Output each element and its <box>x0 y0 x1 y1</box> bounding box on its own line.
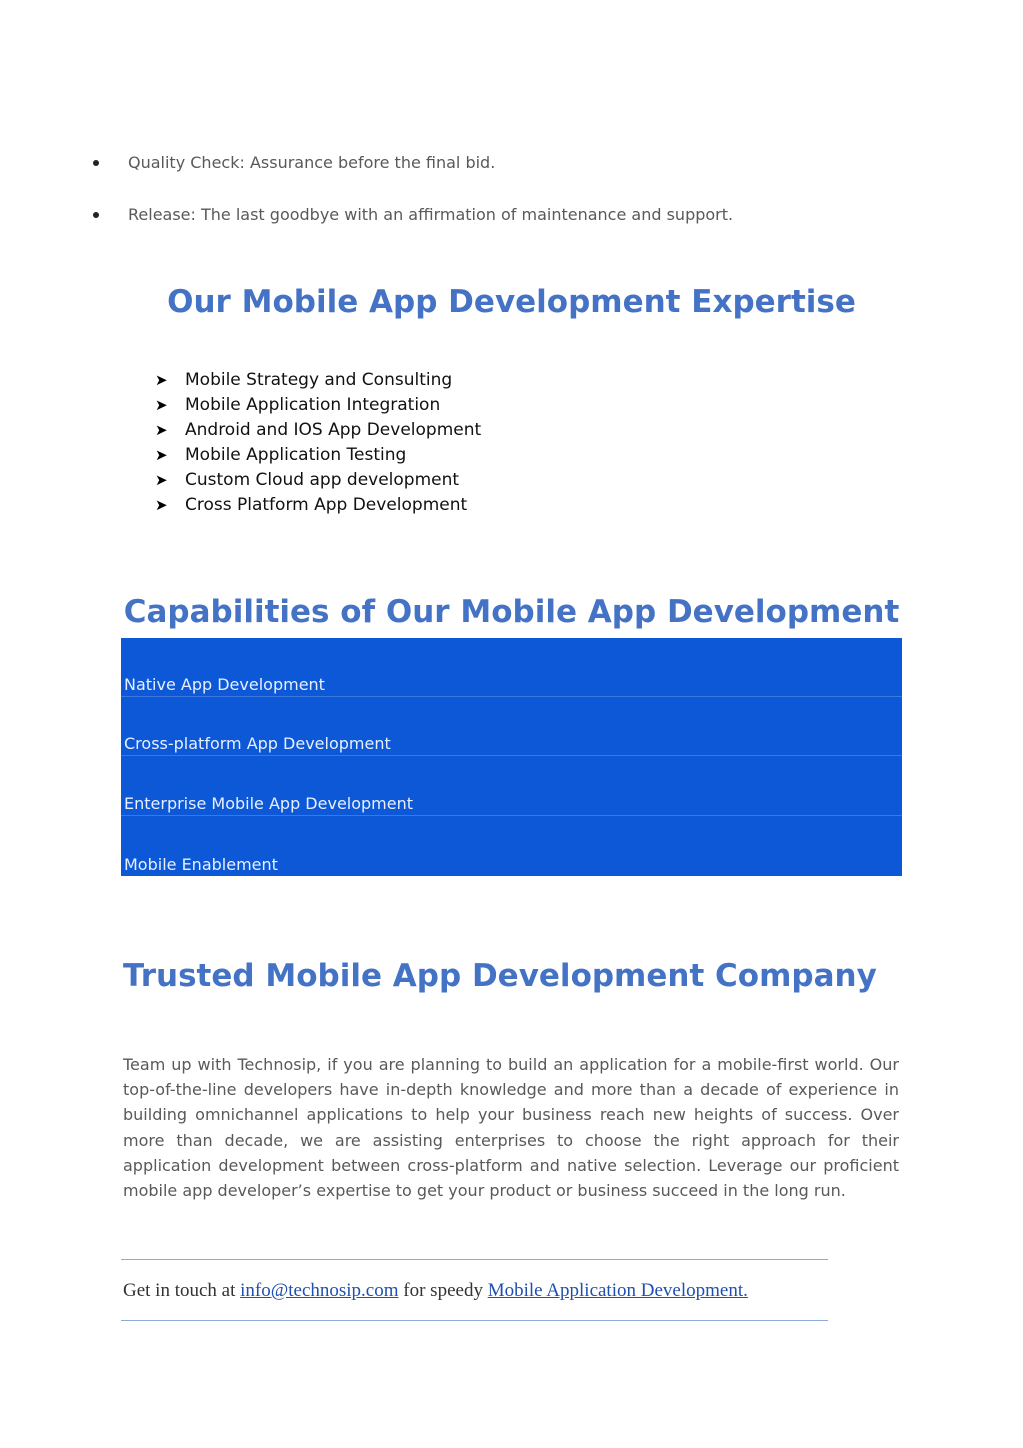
arrow-bullet-icon: ➤ <box>155 446 168 464</box>
process-bullet-item <box>0 151 1023 175</box>
expertise-item-label: Custom Cloud app development <box>185 470 460 490</box>
mobile-development-link[interactable]: Mobile Application Development. <box>487 1280 748 1301</box>
table-row <box>121 638 902 697</box>
arrow-bullet-icon: ➤ <box>155 371 168 389</box>
list-item <box>155 368 481 393</box>
list-item <box>155 468 481 493</box>
expertise-item-label: Cross Platform App Development <box>185 495 468 515</box>
trusted-heading: Trusted Mobile App Development Company <box>123 958 877 994</box>
list-item <box>155 443 481 468</box>
table-row <box>121 757 902 816</box>
arrow-bullet-icon: ➤ <box>155 396 168 414</box>
list-item <box>155 418 481 443</box>
capability-label: Enterprise Mobile App Development <box>124 794 414 813</box>
arrow-bullet-icon: ➤ <box>155 421 168 439</box>
expertise-item-label: Mobile Application Testing <box>185 445 407 465</box>
list-item <box>155 393 481 418</box>
capabilities-table <box>121 638 902 876</box>
contact-middle: for speedy <box>398 1280 488 1301</box>
trusted-paragraph: Team up with Technosip, if you are planning to build an application for a mobile-first world. Our top-of-the-line developers have in-depth knowledge and more than a decade of experience in building omnichannel applications to help your business reach new heights of success. Over more than decade, we are assisting enterprises to choose the right approach for their application development between cross-platform and native selection. Leverage our proficient mobile app developer’s expertise to get your product or business succeed in the long run. <box>123 1055 899 1201</box>
list-item <box>155 493 481 518</box>
table-row <box>121 817 902 876</box>
process-bullet-text: Quality Check: Assurance before the final bid. <box>128 153 496 172</box>
process-bullet-text: Release: The last goodbye with an affirmation of maintenance and support. <box>128 205 734 224</box>
expertise-list <box>155 368 481 518</box>
capability-label: Cross-platform App Development <box>124 734 391 753</box>
email-link[interactable]: info@technosip.com <box>240 1280 399 1301</box>
contact-line <box>123 1278 748 1304</box>
contact-bottom-divider <box>121 1320 828 1321</box>
contact-prefix: Get in touch at <box>123 1280 241 1301</box>
bullet-dot-icon <box>93 212 99 218</box>
expertise-item-label: Mobile Application Integration <box>185 395 441 415</box>
process-bullet-item <box>0 203 1023 227</box>
contact-top-divider <box>121 1259 828 1260</box>
capability-label: Native App Development <box>124 675 325 694</box>
bullet-dot-icon <box>93 160 99 166</box>
capability-label: Mobile Enablement <box>124 855 278 874</box>
arrow-bullet-icon: ➤ <box>155 496 168 514</box>
arrow-bullet-icon: ➤ <box>155 471 168 489</box>
table-row <box>121 697 902 756</box>
capabilities-heading: Capabilities of Our Mobile App Development <box>123 594 900 630</box>
expertise-item-label: Mobile Strategy and Consulting <box>185 370 453 390</box>
expertise-item-label: Android and IOS App Development <box>185 420 482 440</box>
expertise-heading: Our Mobile App Development Expertise <box>167 284 856 320</box>
